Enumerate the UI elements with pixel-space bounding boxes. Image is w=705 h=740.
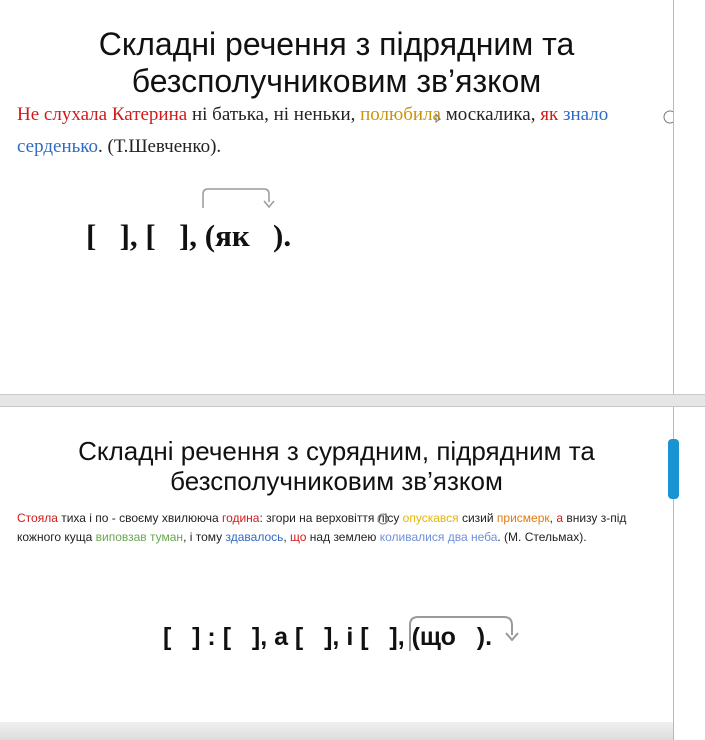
sentence-fragment: тиха і по - своєму хвилююча — [57, 511, 222, 525]
slide-1-title — [0, 26, 673, 100]
sentence-fragment: здавалось — [225, 530, 284, 544]
sentence-fragment: ні батька, ні неньки, — [187, 104, 361, 125]
sentence-fragment: москалика, — [440, 104, 541, 125]
slide-2 — [0, 407, 673, 727]
slide-gap — [0, 394, 673, 407]
sentence-fragment: опускався — [402, 511, 459, 525]
sentence-fragment: година — [221, 511, 260, 525]
sentence-fragment: Стояла — [17, 511, 58, 525]
sentence-fragment: а — [556, 511, 563, 525]
sentence-fragment: , — [283, 530, 291, 544]
slide-2-scheme: [ ] : [ ], а [ ], і [ ], (що ). — [163, 623, 493, 651]
cursor-mark-icon — [377, 511, 389, 527]
sentence-fragment: знало серденько — [17, 104, 609, 157]
slide-2-title-line-1: Складні речення з сурядним, підрядним та — [78, 436, 595, 466]
sentence-fragment: внизу з-під кожного куща — [17, 511, 627, 544]
sentence-fragment: , і тому — [183, 530, 226, 544]
sentence-fragment: : згори на верховіття лісу — [259, 511, 403, 525]
bottom-edge — [0, 722, 673, 740]
right-side-panel — [673, 0, 705, 740]
sentence-fragment: виповзав туман — [95, 530, 184, 544]
slide-2-title — [0, 437, 673, 497]
sentence-fragment: як — [540, 104, 559, 125]
scrollbar-thumb[interactable] — [668, 439, 679, 499]
cursor-mark-icon — [433, 113, 443, 125]
sentence-fragment: сизий — [458, 511, 497, 525]
side-panel-divider — [673, 394, 705, 407]
slide-1-scheme: [ ], [ ], (як ). — [86, 218, 292, 253]
sentence-fragment: , — [549, 511, 557, 525]
sentence-fragment: полюбила — [360, 104, 441, 125]
slide-1-title-line-1: Складні речення з підрядним та — [98, 26, 575, 62]
sentence-fragment: Не слухала Катерина — [17, 104, 188, 125]
slide-2-title-line-2: безсполучниковим зв’язком — [170, 465, 503, 496]
sentence-fragment: над землею — [306, 530, 380, 544]
slide-1-title-line-2: безсполучниковим зв’язком — [131, 62, 542, 99]
slide-1-sentence — [17, 99, 667, 163]
connector-arrow-icon — [200, 186, 280, 212]
sentence-fragment: коливалися два неба — [379, 530, 498, 544]
sentence-fragment: . (Т.Шевченко). — [98, 136, 222, 157]
sentence-fragment: присмерк — [496, 511, 550, 525]
slide-2-sentence — [17, 509, 662, 547]
sentence-fragment: . (М. Стельмах). — [497, 530, 587, 544]
sentence-fragment: що — [290, 530, 307, 544]
